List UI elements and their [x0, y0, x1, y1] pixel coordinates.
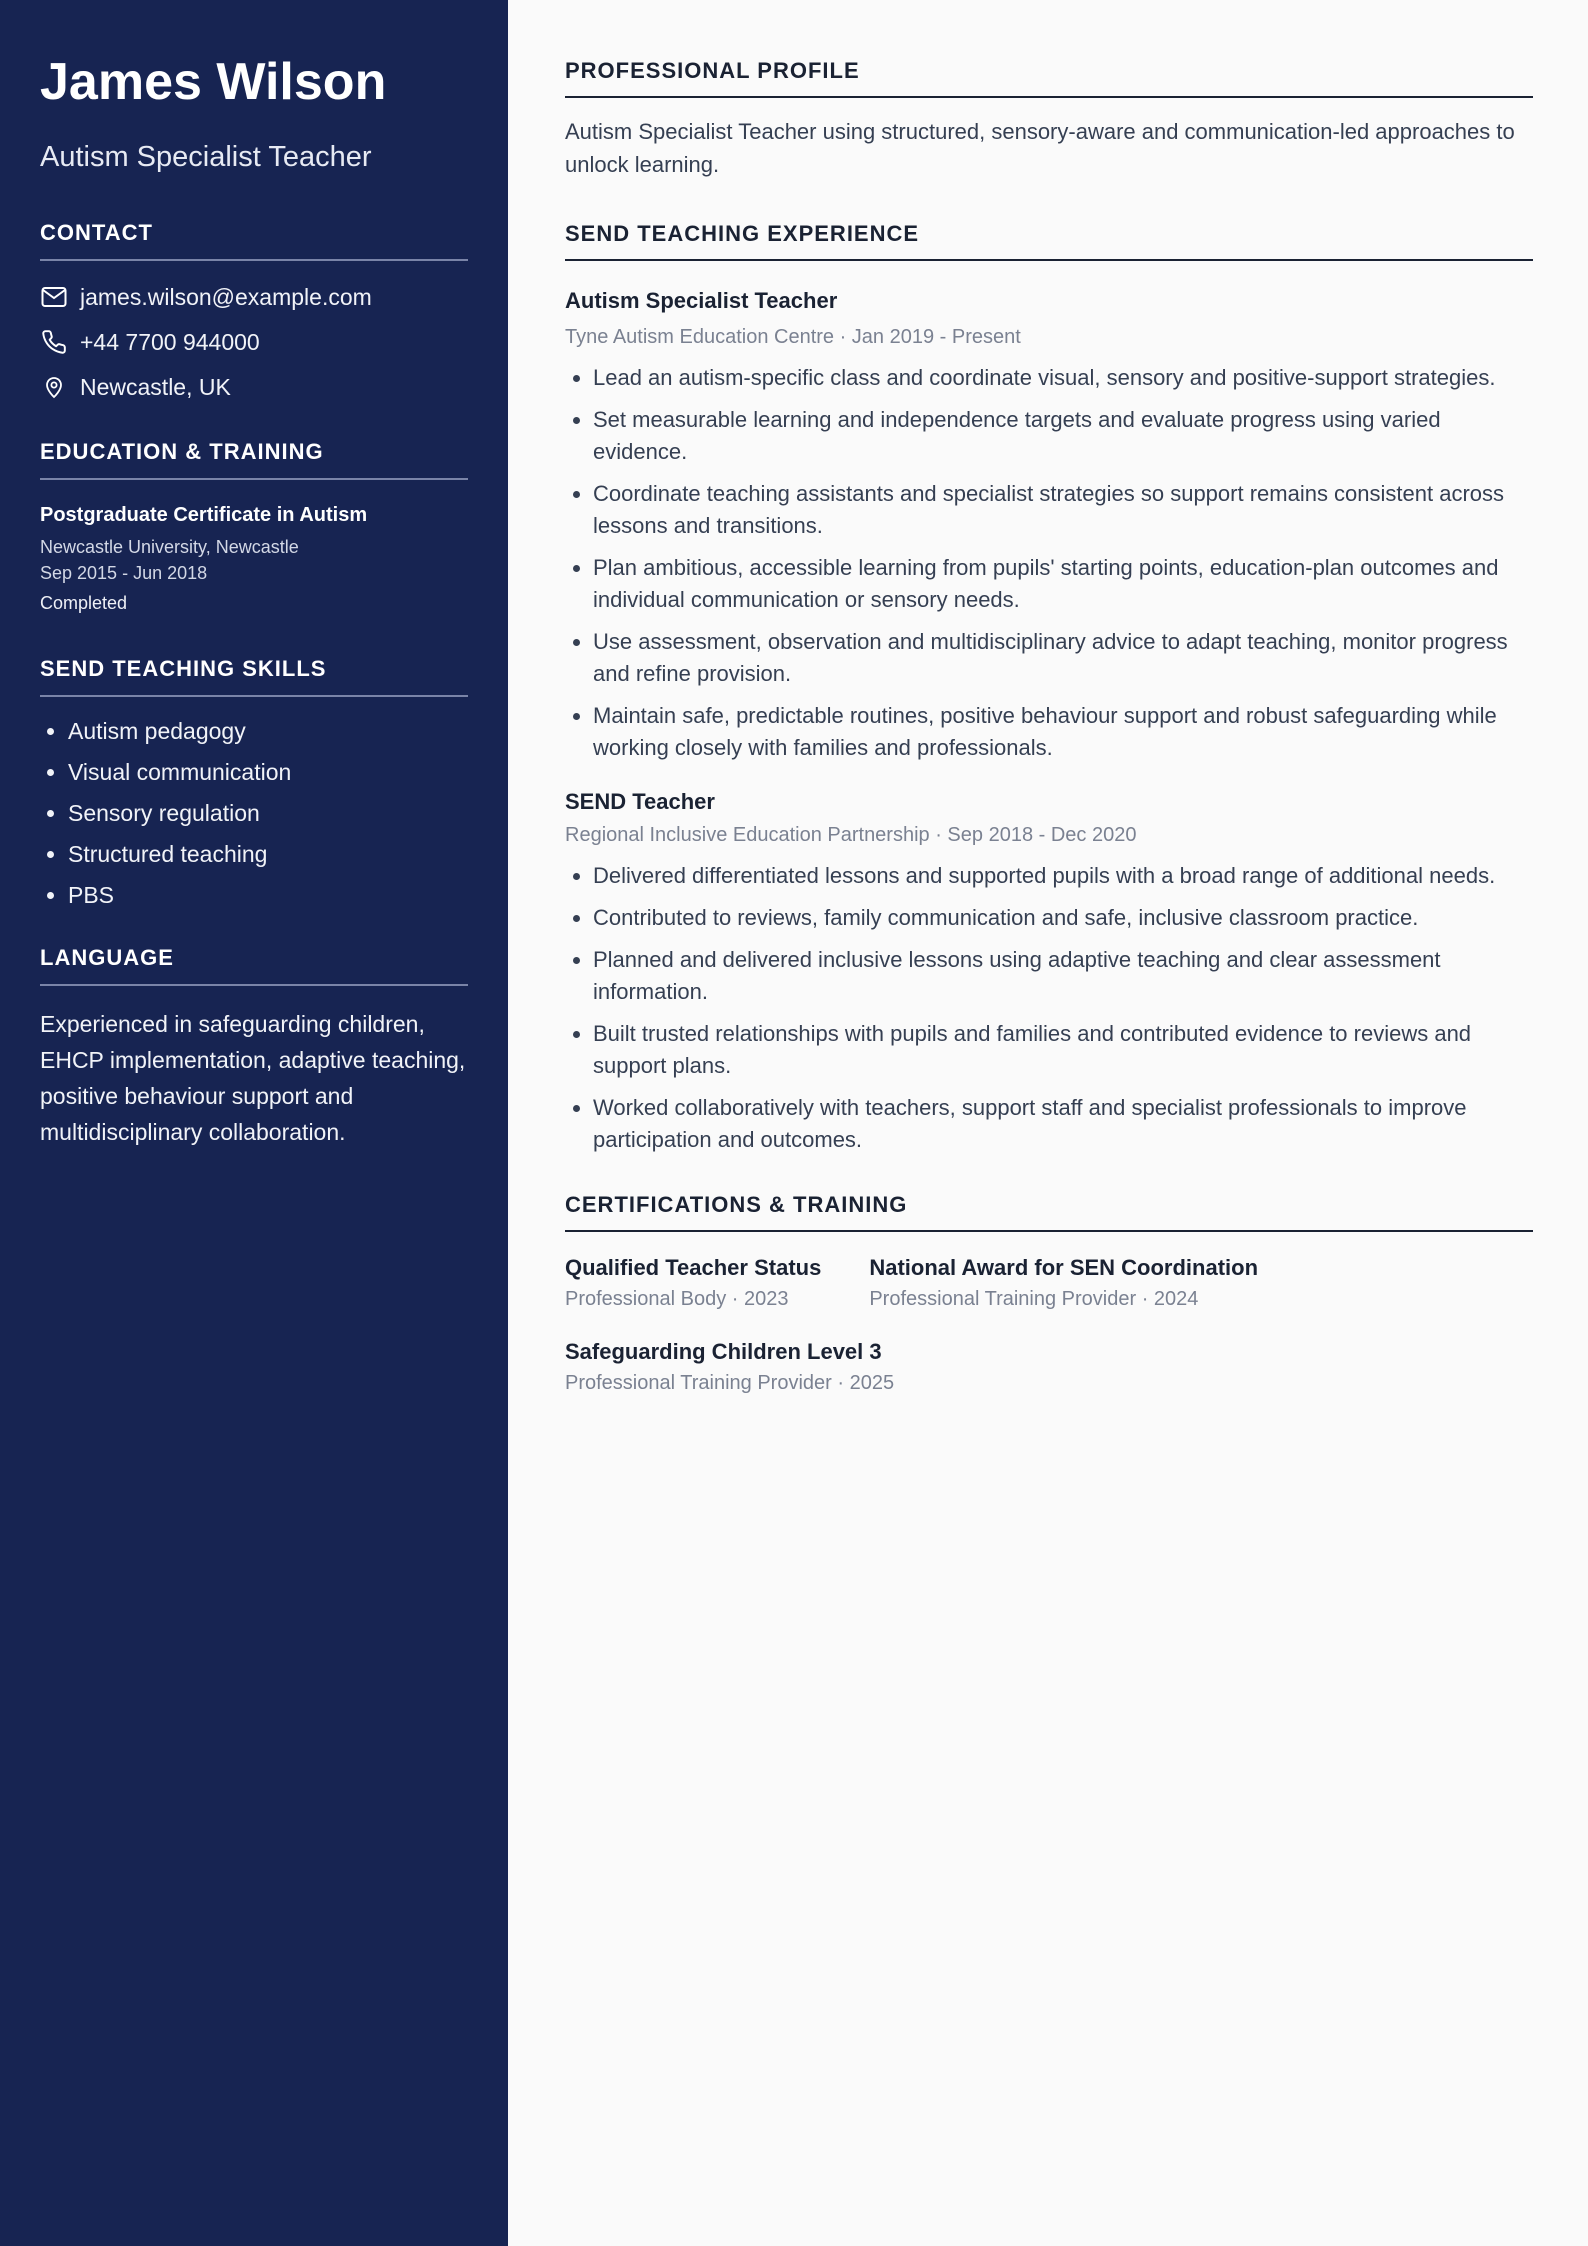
phone-icon [40, 328, 68, 356]
contact-location [40, 373, 468, 401]
certifications-grid [565, 1254, 1533, 1428]
job-bullet: • Built trusted relationships with pupils and families and contributed evidence to reviews and support plans. [593, 1018, 1533, 1082]
education-status: Completed [40, 593, 128, 613]
job-bullets [565, 860, 1533, 1156]
job-entry [565, 287, 1533, 764]
job-entry [565, 788, 1533, 1156]
skill-item: • Structured teaching [68, 840, 468, 868]
certification-item [565, 1338, 1485, 1396]
language-text: Experienced in safeguarding children, EHCP implementation, adaptive teaching, positive behaviour support and multidisciplinary collaboration. [40, 1011, 466, 1145]
language-heading: LANGUAGE [40, 945, 468, 986]
sidebar [0, 0, 508, 2246]
job-bullet: • Maintain safe, predictable routines, positive behaviour support and robust safeguarding while working closely with families and professionals. [593, 700, 1533, 764]
certifications-section [565, 1192, 1533, 1428]
candidate-name: James Wilson [40, 53, 387, 111]
education-section [40, 439, 468, 616]
certification-name: Qualified Teacher Status [565, 1255, 822, 1280]
certification-meta: Professional Body · 2023 [565, 1288, 789, 1310]
contact-section [40, 220, 468, 401]
certification-item [869, 1254, 1258, 1312]
language-section [40, 945, 468, 1150]
skill-item: • PBS [68, 881, 468, 909]
education-institution: Newcastle University, Newcastle [40, 537, 299, 557]
job-bullet: • Plan ambitious, accessible learning from pupils' starting points, education-plan outcomes and individual communication or sensory needs. [593, 552, 1533, 616]
profile-heading: PROFESSIONAL PROFILE [565, 58, 1533, 98]
job-bullet: • Coordinate teaching assistants and specialist strategies so support remains consistent across lessons and transitions. [593, 478, 1533, 542]
certification-name: National Award for SEN Coordination [869, 1255, 1259, 1280]
contact-phone-text: +44 7700 944000 [80, 329, 260, 355]
certifications-heading: CERTIFICATIONS & TRAINING [565, 1192, 1533, 1232]
education-degree: Postgraduate Certificate in Autism [40, 504, 368, 526]
profile-section [565, 58, 1533, 181]
job-bullet: • Contributed to reviews, family communication and safe, inclusive classroom practice. [593, 902, 1533, 934]
certification-item [565, 1254, 821, 1312]
skill-item: • Visual communication [68, 758, 468, 786]
certification-name: Safeguarding Children Level 3 [565, 1339, 882, 1364]
location-pin-icon [40, 373, 68, 401]
job-bullets [565, 362, 1533, 764]
experience-section [565, 221, 1533, 1156]
contact-phone[interactable] [40, 328, 468, 356]
profile-text: Autism Specialist Teacher using structured, sensory-aware and communication-led approaches to unlock learning. [565, 119, 1515, 177]
job-bullet: • Delivered differentiated lessons and supported pupils with a broad range of additional needs. [593, 860, 1533, 892]
certification-meta: Professional Training Provider · 2025 [565, 1372, 895, 1394]
skill-item: • Sensory regulation [68, 799, 468, 827]
contact-location-text: Newcastle, UK [80, 374, 231, 400]
education-item [40, 502, 468, 616]
job-meta: Tyne Autism Education Centre · Jan 2019 - Present [565, 326, 1021, 348]
job-bullet: • Worked collaboratively with teachers, support staff and specialist professionals to improve participation and outcomes. [593, 1092, 1533, 1156]
job-role: Autism Specialist Teacher [565, 288, 838, 313]
skills-section [40, 656, 468, 909]
education-heading: EDUCATION & TRAINING [40, 439, 468, 480]
job-bullet: • Planned and delivered inclusive lessons using adaptive teaching and clear assessment information. [593, 944, 1533, 1008]
job-bullet: • Lead an autism-specific class and coordinate visual, sensory and positive-support strategies. [593, 362, 1533, 394]
skills-list [40, 717, 468, 909]
skill-item: • Autism pedagogy [68, 717, 468, 745]
job-role: SEND Teacher [565, 789, 715, 814]
candidate-title: Autism Specialist Teacher [40, 141, 372, 173]
skills-heading: SEND TEACHING SKILLS [40, 656, 468, 697]
contact-email-text: james.wilson@example.com [80, 284, 372, 310]
education-dates: Sep 2015 - Jun 2018 [40, 563, 208, 583]
job-meta: Regional Inclusive Education Partnership · Sep 2018 - Dec 2020 [565, 824, 1137, 846]
mail-icon [40, 283, 68, 311]
contact-heading: CONTACT [40, 220, 468, 261]
job-bullet: • Use assessment, observation and multidisciplinary advice to adapt teaching, monitor progress and refine provision. [593, 626, 1533, 690]
contact-list [40, 283, 468, 401]
certification-meta: Professional Training Provider · 2024 [869, 1288, 1199, 1310]
job-bullet: • Set measurable learning and independence targets and evaluate progress using varied evidence. [593, 404, 1533, 468]
main-content [565, 58, 1533, 1428]
experience-heading: SEND TEACHING EXPERIENCE [565, 221, 1533, 261]
contact-email[interactable] [40, 283, 468, 311]
